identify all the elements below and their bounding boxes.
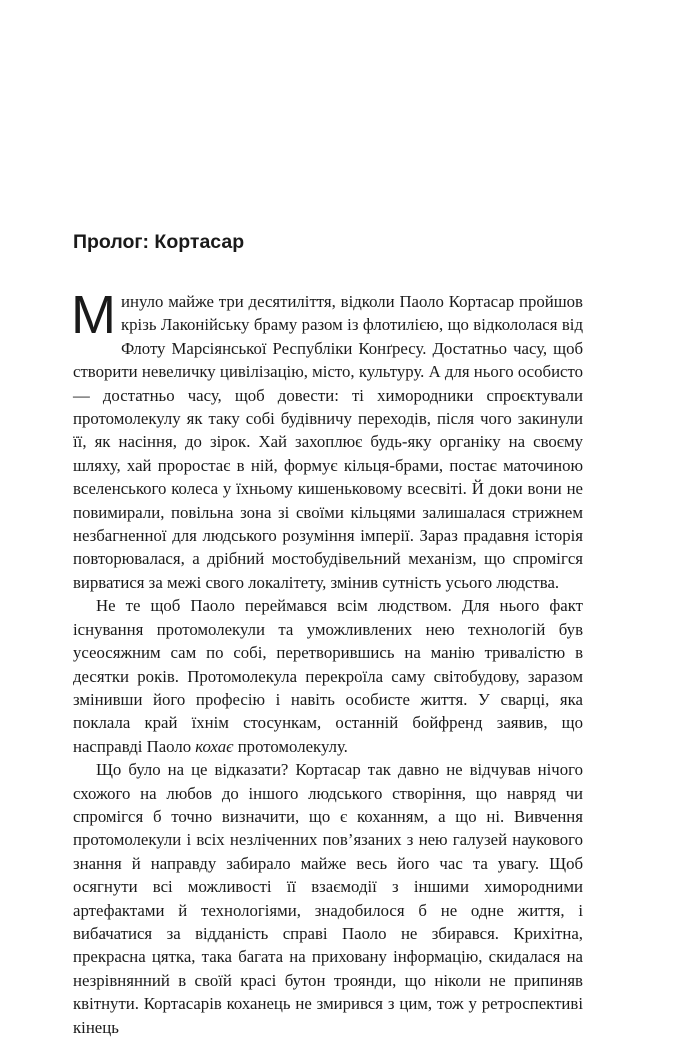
paragraph-2-text-after: протомолекулу. bbox=[233, 736, 348, 756]
paragraph-2-text-before: Не те щоб Паоло переймався всім людством. Для нього факт існування протомолекули та уможливлених нею технологій був усеосяжним сам по собі, перетворившись на манію тривалістю в десятки років. Протомолекула перекроїла саму світобудову, заразом змінивши його професію і навіть особисте життя. У сварці, яка поклала край їхнім стосункам, останній бойфренд заявив, що насправді Паоло bbox=[73, 596, 583, 756]
paragraph-3 bbox=[73, 758, 583, 1039]
paragraph-2-emphasis: кохає bbox=[195, 736, 234, 756]
paragraph-1 bbox=[71, 285, 583, 594]
paragraph-1-text: инуло майже три десятиліття, відколи Паоло Кортасар пройшов крізь Лаконійську браму разом із флотилією, що відкололася від Флоту Марсіянської Республіки Конґресу. Достатньо часу, щоб створити невеличку цивілізацію, місто, культуру. А для нього особисто — достатньо часу, щоб довести: ті химородники спроєктували протомолекулу як таку собі будівничу переходів, після чого закинули її, як насіння, до зірок. Хай захоплює будь-яку органіку на своєму шляху, хай проростає в ній, формує кільця-брами, постає маточиною вселенського колеса у їхньому кишеньковому всесвіті. Й доки вони не повимирали, повільна зона зі своїми кільцями залишалася стрижнем незбагненної для людського розуміння імперії. Зараз прадавня історія повторювалася, а дрібний мостобудівельний механізм, що спромігся вирватися за межі свого локалітету, змінив сутність усього людства. bbox=[73, 292, 583, 592]
chapter-title: Пролог: Кортасар bbox=[73, 231, 245, 253]
paragraph-2 bbox=[73, 594, 583, 758]
paragraph-3-text: Що було на це відказати? Кортасар так давно не відчував нічого схожого на любов до іншого людського створіння, що навряд чи спромігся б точно визначити, що є коханням, а що ні. Вивчення протомолекули і всіх незліченних пов’язаних з нею галузей наукового знання й направду забирало майже весь його час та увагу. Щоб осягнути всі можливості її взаємодії з іншими химородними артефактами й технологіями, знадобилося б не одне життя, і вибачатися за відданість справі Паоло не збирався. Крихітна, прекрасна цятка, така багата на приховану інформацію, скидалася на незрівнянний в своїй красі бутон троянди, що ніколи не припиняв квітнути. Кортасарів коханець не змирився з цим, тож у ретроспективі кінець bbox=[73, 760, 583, 1037]
drop-cap: М bbox=[71, 285, 116, 345]
chapter-body bbox=[71, 285, 583, 1039]
